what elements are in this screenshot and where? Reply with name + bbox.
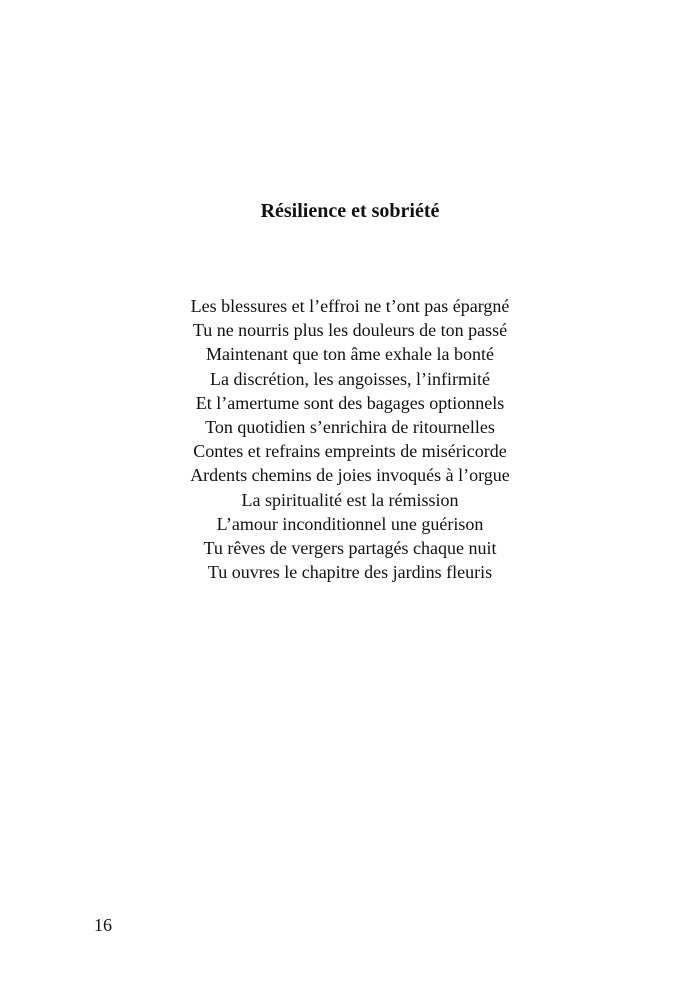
poem-line: L’amour inconditionnel une guérison <box>216 513 484 534</box>
poem-line: Ardents chemins de joies invoqués à l’orgue <box>190 465 510 486</box>
poem-line: Tu rêves de vergers partagés chaque nuit <box>203 538 497 559</box>
poem-line: Ton quotidien s’enrichira de ritournelles <box>205 417 495 438</box>
poem-line: Tu ne nourris plus les douleurs de ton passé <box>192 320 508 341</box>
poem-line: Les blessures et l’effroi ne t’ont pas épargné <box>190 296 510 316</box>
poem-line: Et l’amertume sont des bagages optionnels <box>195 392 505 413</box>
poem-line: Maintenant que ton âme exhale la bonté <box>206 344 494 365</box>
page-number: 16 <box>94 915 112 935</box>
poem-line: Tu ouvres le chapitre des jardins fleuris <box>207 562 493 583</box>
poem-body <box>0 294 700 584</box>
poem-line: La discrétion, les angoisses, l’infirmité <box>210 368 490 389</box>
poem-line: Contes et refrains empreints de miséricorde <box>193 441 507 462</box>
poem-line: La spiritualité est la rémission <box>241 489 459 510</box>
poem-title: Résilience et sobriété <box>260 200 440 222</box>
